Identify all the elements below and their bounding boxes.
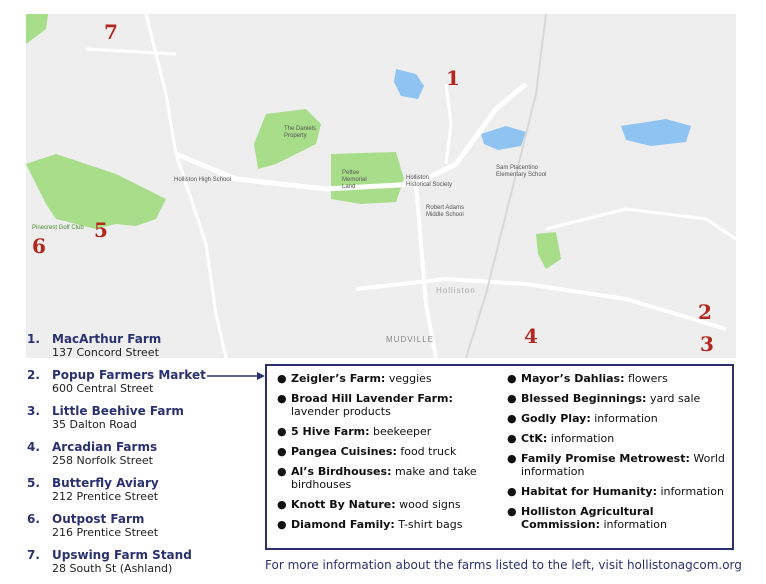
bullet-icon: ● <box>277 425 287 438</box>
vendor-item <box>273 425 498 438</box>
vendor-name: Diamond Family: <box>291 518 395 531</box>
vendor-desc: information <box>550 432 615 445</box>
label-robert-adams: Robert Adams Middle School <box>426 205 465 218</box>
vendor-desc: food truck <box>400 445 457 458</box>
vendor-item <box>503 505 728 531</box>
bullet-icon: ● <box>277 372 287 385</box>
bullet-icon: ● <box>277 498 287 511</box>
bullet-icon: ● <box>507 392 517 405</box>
farm-name: Upswing Farm Stand <box>52 548 192 562</box>
map-pin-1[interactable]: 1 <box>446 66 460 90</box>
vendor-item <box>273 518 498 531</box>
farm-item <box>27 512 247 548</box>
farm-name: Popup Farmers Market <box>52 368 206 382</box>
farm-item <box>27 404 247 440</box>
vendor-desc: wood signs <box>399 498 461 511</box>
label-mudville: MUDVILLE <box>386 335 435 344</box>
map-pin-2[interactable]: 2 <box>698 300 712 324</box>
vendor-name: Al’s Birdhouses: <box>291 465 392 478</box>
bullet-icon: ● <box>507 372 517 385</box>
vendor-box <box>265 364 734 550</box>
vendor-desc: World information <box>521 452 725 478</box>
bullet-icon: ● <box>507 432 517 445</box>
vendor-item <box>503 485 728 498</box>
bullet-icon: ● <box>507 505 517 518</box>
farm-address: 35 Dalton Road <box>52 418 137 431</box>
farm-number: 6. <box>27 512 40 526</box>
farm-item <box>27 332 247 368</box>
farm-address: 137 Concord Street <box>52 346 159 359</box>
vendor-name: Knott By Nature: <box>291 498 396 511</box>
vendor-item <box>503 392 728 405</box>
farm-name: Outpost Farm <box>52 512 145 526</box>
map-pin-4[interactable]: 4 <box>524 324 538 348</box>
bullet-icon: ● <box>507 452 517 465</box>
map-pin-3[interactable]: 3 <box>700 332 714 356</box>
farm-number: 2. <box>27 368 40 382</box>
vendor-desc: information <box>603 518 667 531</box>
vendor-name: Pangea Cuisines: <box>291 445 397 458</box>
farm-number: 4. <box>27 440 40 454</box>
farm-number: 3. <box>27 404 40 418</box>
vendor-name: 5 Hive Farm: <box>291 425 370 438</box>
farm-number: 5. <box>27 476 40 490</box>
bullet-icon: ● <box>507 485 517 498</box>
vendor-name: Blessed Beginnings: <box>521 392 647 405</box>
bullet-icon: ● <box>507 412 517 425</box>
farm-name: Little Beehive Farm <box>52 404 184 418</box>
vendor-name: Mayor’s Dahlias: <box>521 372 625 385</box>
vendor-name: Godly Play: <box>521 412 591 425</box>
vendor-desc: beekeeper <box>373 425 432 438</box>
map-pin-7[interactable]: 7 <box>104 20 118 44</box>
vendor-desc: yard sale <box>649 392 701 405</box>
farm-address: 258 Norfolk Street <box>52 454 153 467</box>
vendor-desc: make and take birdhouses <box>291 465 477 491</box>
bullet-icon: ● <box>277 445 287 458</box>
farm-item <box>27 548 247 584</box>
label-daniels: The Daniels Property <box>284 126 317 139</box>
vendor-item <box>273 498 498 511</box>
farm-address: 600 Central Street <box>52 382 154 395</box>
vendor-item <box>273 392 498 418</box>
farm-item <box>27 476 247 512</box>
vendor-name: Habitat for Humanity: <box>521 485 657 498</box>
farm-name: MacArthur Farm <box>52 332 162 346</box>
vendor-list-right <box>503 372 728 538</box>
label-pettee: Pettee Memorial Land <box>342 170 367 190</box>
farm-address: 212 Prentice Street <box>52 490 159 503</box>
vendor-name: Holliston Agricultural Commission: <box>521 505 654 531</box>
label-high-school: Holliston High School <box>174 177 232 183</box>
vendor-name: Family Promise Metrowest: <box>521 452 690 465</box>
vendor-name: CtK: <box>521 432 548 445</box>
map[interactable] <box>26 14 736 358</box>
vendor-item <box>503 452 728 478</box>
vendor-item <box>503 432 728 445</box>
bullet-icon: ● <box>277 392 287 405</box>
vendor-list-left <box>273 372 498 538</box>
bullet-icon: ● <box>277 465 287 478</box>
vendor-desc: veggies <box>388 372 432 385</box>
map-pin-6[interactable]: 6 <box>32 234 46 258</box>
farm-legend <box>27 332 247 584</box>
footer-note: For more information about the farms listed to the left, visit hollistonagcom.org <box>265 558 742 572</box>
farm-number: 7. <box>27 548 40 562</box>
vendor-item <box>273 372 498 385</box>
label-golf-club: Pinecrest Golf Club <box>32 225 84 231</box>
farm-name: Arcadian Farms <box>52 440 158 454</box>
bullet-icon: ● <box>277 518 287 531</box>
farm-address: 28 South St (Ashland) <box>52 562 173 575</box>
vendor-desc: T-shirt bags <box>398 518 463 531</box>
farm-address: 216 Prentice Street <box>52 526 159 539</box>
arrow-icon <box>207 372 265 380</box>
vendor-item <box>503 372 728 385</box>
vendor-item <box>503 412 728 425</box>
farm-name: Butterfly Aviary <box>52 476 159 490</box>
farm-item <box>27 440 247 476</box>
vendor-item <box>273 465 498 491</box>
label-town: Holliston <box>436 286 476 295</box>
vendor-desc: flowers <box>628 372 668 385</box>
label-sam-placentino: Sam Placentino Elementary School <box>496 165 547 178</box>
vendor-name: Zeigler’s Farm: <box>291 372 386 385</box>
vendor-desc: information <box>594 412 658 425</box>
farm-number: 1. <box>27 332 40 346</box>
vendor-name: Broad Hill Lavender Farm: <box>291 392 453 405</box>
map-pin-5[interactable]: 5 <box>94 218 108 242</box>
vendor-desc: information <box>660 485 724 498</box>
label-historical-society: Holliston Historical Society <box>406 175 453 188</box>
map-canvas <box>26 14 736 358</box>
vendor-item <box>273 445 498 458</box>
vendor-desc: lavender products <box>291 405 391 418</box>
